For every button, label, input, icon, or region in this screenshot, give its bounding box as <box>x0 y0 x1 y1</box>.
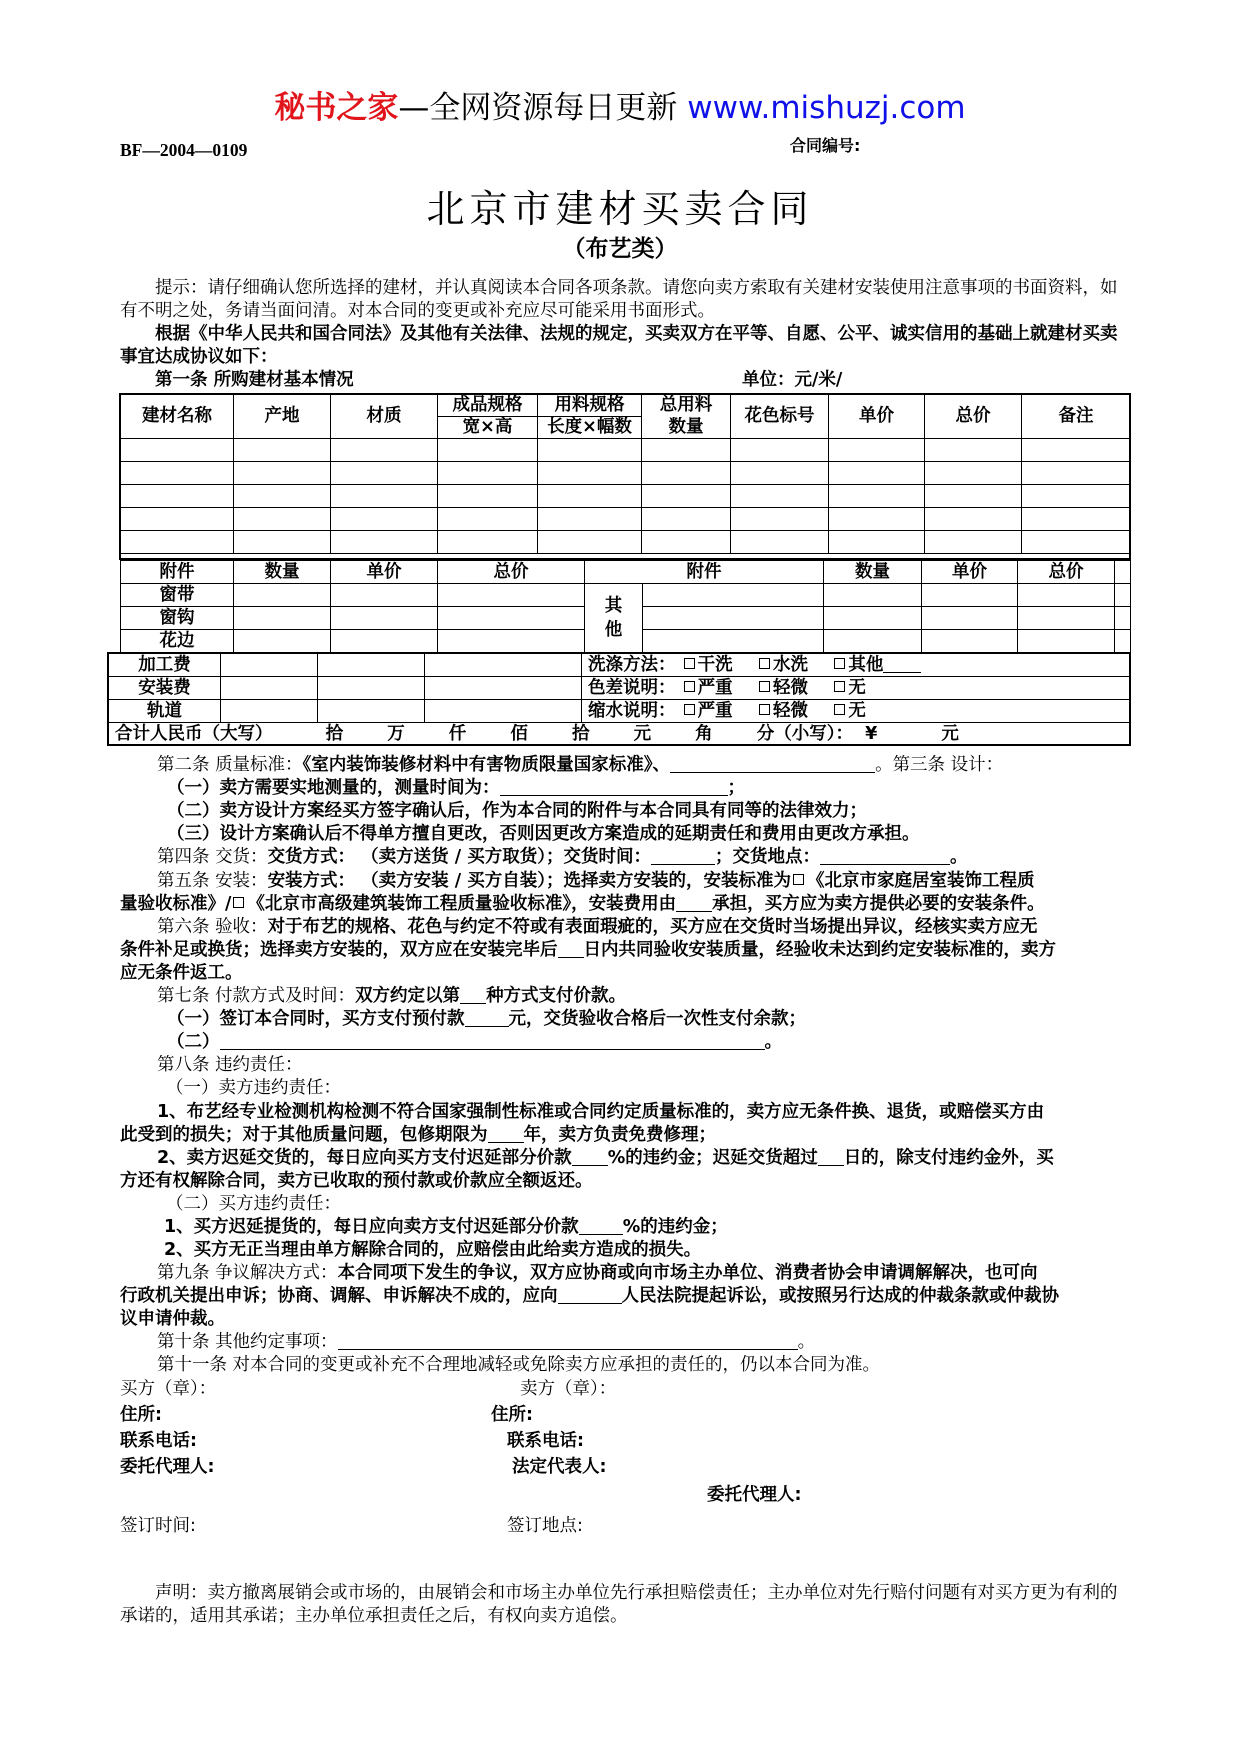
inspection-days-blank[interactable] <box>558 939 584 958</box>
payment-item-2-blank[interactable] <box>220 1031 765 1050</box>
site-banner <box>0 88 1240 128</box>
article-6-line-2: 条件补足或换货；选择卖方安装的，双方应在安装完毕后 日内共同验收安装质量，经验收未达到约定安装标准的，卖方 <box>120 940 1056 960</box>
table-row <box>121 439 1131 462</box>
acc-item-lace: 花边 <box>121 630 234 653</box>
page-subtitle: （布艺类） <box>562 236 678 262</box>
table-row <box>121 531 1131 554</box>
checkbox-shrink-slight[interactable] <box>759 704 770 715</box>
wash-other-blank[interactable] <box>883 657 921 673</box>
payment-item-1: （一）签订本合同时，买方支付预付款 元，交货验收合格后一次性支付余款； <box>167 1009 806 1029</box>
delay-penalty-rate-blank[interactable] <box>572 1147 608 1166</box>
buyer-breach-1: 1、买方迟延提货的，每日应向卖方支付迟延部分价款 %的违约金； <box>164 1217 728 1237</box>
seller-seal-label: 卖方（章）： <box>520 1379 617 1399</box>
design-item-3: （三）设计方案确认后不得单方擅自更改，否则因更改方案造成的延期责任和费用由更改方承担。 <box>167 824 920 844</box>
article-4-line: 第四条 交货：交货方式： （卖方送货 / 买方取货）；交货时间： ；交货地点： 。 <box>157 847 968 867</box>
sign-place-label: 签订地点: <box>507 1516 583 1536</box>
accessories-table <box>120 560 1131 653</box>
seller-breach-2b: 方还有权解除合同，卖方已收取的预付款或价款应全额返还。 <box>120 1171 593 1191</box>
buyer-breach-2: 2、买方无正当理由单方解除合同的，应赔偿由此给卖方造成的损失。 <box>164 1240 702 1260</box>
buyer-breach-title: （二）买方违约责任： <box>166 1194 341 1214</box>
acc-header-qty: 数量 <box>234 561 331 584</box>
color-diff-row: 色差说明： 严重 轻微 无 <box>582 677 1131 700</box>
fees-table <box>108 653 1131 746</box>
col-header-name: 建材名称 <box>121 395 234 439</box>
acc-other-label: 其他 <box>585 584 643 653</box>
table-row <box>121 485 1131 508</box>
buyer-penalty-rate-blank[interactable] <box>579 1216 623 1235</box>
checkbox-color-slight[interactable] <box>759 681 770 692</box>
acc-header-sum: 总价 <box>438 561 585 584</box>
checkbox-home-standard[interactable] <box>793 874 804 885</box>
acc-header-item-2: 附件 <box>585 561 824 584</box>
checkbox-color-severe[interactable] <box>684 681 695 692</box>
checkbox-color-none[interactable] <box>834 681 845 692</box>
acc-header-price-2: 单价 <box>922 561 1018 584</box>
rail-label: 轨道 <box>109 700 221 723</box>
banner-slogan: —全网资源每日更新 <box>398 90 688 126</box>
banner-brand: 秘书之家 <box>274 90 399 126</box>
goods-table <box>120 394 1131 554</box>
table-row <box>121 508 1131 531</box>
checkbox-water-wash[interactable] <box>759 658 770 669</box>
seller-legal-rep-label: 法定代表人: <box>512 1457 607 1477</box>
design-item-1: （一）卖方需要实地测量的，测量时间为： ； <box>167 778 745 798</box>
preamble-paragraph: 根据《中华人民共和国合同法》及其他有关法律、法规的规定，买卖双方在平等、自愿、公平、诚实信用的基础上就建材买卖事宜达成协议如下： <box>120 324 1118 367</box>
seller-breach-1a: 1、布艺经专业检测机构检测不符合国家强制性标准或合同约定质量标准的，卖方应无条件换、退货，或赔偿买方由 <box>157 1102 1045 1122</box>
tip-paragraph: 提示：请仔细确认您所选择的建材，并认真阅读本合同各项条款。请您向卖方索取有关建材安装使用注意事项的书面资料，如有不明之处，务请当面问清。对本合同的变更或补充应尽可能采用书面形式。 <box>120 278 1118 321</box>
seller-breach-2a: 2、卖方迟延交货的，每日应向买方支付迟延部分价款 %的违约金；迟延交货超过 日的，除支付违约金外，买 <box>157 1148 1054 1168</box>
shrink-row: 缩水说明： 严重 轻微 无 <box>582 700 1131 723</box>
prepayment-blank[interactable] <box>465 1008 509 1027</box>
measure-time-blank[interactable] <box>500 777 728 796</box>
buyer-address-label: 住所: <box>120 1405 162 1425</box>
article-1-title: 第一条 所购建材基本情况 <box>155 370 354 390</box>
delivery-time-blank[interactable] <box>651 846 715 865</box>
banner-url[interactable]: www.mishuzj.com <box>687 90 966 126</box>
checkbox-dry-clean[interactable] <box>684 658 695 669</box>
col-header-unit-price: 单价 <box>829 395 925 439</box>
delay-days-blank[interactable] <box>818 1147 844 1166</box>
design-item-2: （二）卖方设计方案经买方签字确认后，作为本合同的附件与本合同具有同等的法律效力； <box>167 801 867 821</box>
col-header-origin: 产地 <box>234 395 331 439</box>
buyer-phone-label: 联系电话: <box>120 1431 197 1451</box>
acc-item-curtain-band: 窗带 <box>121 584 234 607</box>
warranty-years-blank[interactable] <box>488 1124 524 1143</box>
unit-label: 单位：元/米/ <box>742 370 843 390</box>
article-7-line: 第七条 付款方式及时间：双方约定以第 种方式支付价款。 <box>157 986 627 1006</box>
article-10-line: 第十条 其他约定事项： 。 <box>157 1332 816 1352</box>
other-terms-blank[interactable] <box>338 1331 798 1350</box>
quality-standard-blank[interactable] <box>670 754 875 773</box>
article-9-line-1: 第九条 争议解决方式：本合同项下发生的争议，双方应协商或向市场主办单位、消费者协会申请调解解决，也可向 <box>157 1263 1038 1283</box>
seller-breach-1b: 此受到的损失；对于其他质量问题，包修期限为 年，卖方负责免费修理； <box>120 1125 716 1145</box>
payment-item-2: （二） 。 <box>167 1032 782 1052</box>
seller-agent-label: 委托代理人: <box>707 1485 802 1505</box>
col-subheader-length-width: 长度×幅数 <box>538 417 642 439</box>
col-header-spec: 成品规格 <box>438 395 538 417</box>
court-blank[interactable] <box>558 1285 622 1304</box>
col-header-note: 备注 <box>1022 395 1131 439</box>
col-header-total-price: 总价 <box>925 395 1022 439</box>
acc-header-sum-2: 总价 <box>1018 561 1115 584</box>
article-2-line: 第二条 质量标准：《室内装饰装修材料中有害物质限量国家标准》、 。第三条 设计： <box>157 755 1004 775</box>
article-11-line: 第十一条 对本合同的变更或补充不合理地减轻或免除卖方应承担的责任的，仍以本合同为准。 <box>157 1355 881 1375</box>
acc-item-curtain-hook: 窗钩 <box>121 607 234 630</box>
article-5-line-2: 量验收标准》/ 《北京市高级建筑装饰工程质量验收标准》，安装费用由 承担，买方应为卖方提供必要的安装条件。 <box>120 894 1045 914</box>
article-8-title: 第八条 违约责任： <box>157 1055 303 1075</box>
col-subheader-width-height: 宽×高 <box>438 417 538 439</box>
fee-install-label: 安装费 <box>109 677 221 700</box>
table-row <box>121 462 1131 485</box>
sign-time-label: 签订时间: <box>120 1516 196 1536</box>
seller-address-label: 住所: <box>491 1405 533 1425</box>
statement-paragraph: 声明：卖方撤离展销会或市场的，由展销会和市场主办单位先行承担赔偿责任；主办单位对先行赔付问题有对买方更为有利的承诺的，适用其承诺；主办单位承担责任之后，有权向卖方追偿。 <box>120 1583 1118 1626</box>
article-9-line-3: 议申请仲裁。 <box>120 1309 225 1329</box>
seller-phone-label: 联系电话: <box>507 1431 584 1451</box>
col-header-usage: 用料规格 <box>538 395 642 417</box>
fee-processing-label: 加工费 <box>109 654 221 677</box>
col-header-material: 材质 <box>331 395 438 439</box>
buyer-agent-label: 委托代理人: <box>120 1457 215 1477</box>
payment-method-blank[interactable] <box>460 985 486 1004</box>
delivery-place-blank[interactable] <box>820 846 950 865</box>
acc-header-qty-2: 数量 <box>824 561 922 584</box>
buyer-seal-label: 买方（章）： <box>120 1379 217 1399</box>
acc-header-price: 单价 <box>331 561 438 584</box>
acc-header-item: 附件 <box>121 561 234 584</box>
article-5-line-1: 第五条 安装：安装方式： （卖方安装 / 买方自装）；选择卖方安装的，安装标准为 《北京市家庭居室装饰工程质 <box>157 871 1035 891</box>
article-9-line-2: 行政机关提出申诉；协商、调解、申诉解决不成的，应向 人民法院提起诉讼，或按照另行达成的仲裁条款或仲裁协 <box>120 1286 1059 1306</box>
page-title: 北京市建材买卖合同 <box>426 187 814 231</box>
checkbox-shrink-none[interactable] <box>834 704 845 715</box>
install-fee-party-blank[interactable] <box>676 893 712 912</box>
col-header-total-material: 总用料 <box>642 395 731 417</box>
checkbox-shrink-severe[interactable] <box>684 704 695 715</box>
wash-method-row: 洗涤方法： 干洗 水洗 其他 <box>582 654 1131 677</box>
seller-breach-title: （一）卖方违约责任： <box>166 1078 341 1098</box>
contract-number-label: 合同编号: <box>790 136 861 155</box>
checkbox-wash-other[interactable] <box>834 658 845 669</box>
col-header-pattern: 花色标号 <box>731 395 829 439</box>
doc-code: BF—2004—0109 <box>120 140 248 160</box>
article-6-line-1: 第六条 验收：对于布艺的规格、花色与约定不符或有表面瑕疵的，买方应在交货时当场提出异议，经核实卖方应无 <box>157 917 1038 937</box>
total-row: 合计人民币（大写） 拾 万 仟 佰 拾 元 角 分（小写）： ¥ 元 <box>109 723 1131 746</box>
col-subheader-quantity: 数量 <box>642 417 731 439</box>
article-6-line-3: 应无条件返工。 <box>120 963 243 983</box>
checkbox-advanced-standard[interactable] <box>233 897 244 908</box>
